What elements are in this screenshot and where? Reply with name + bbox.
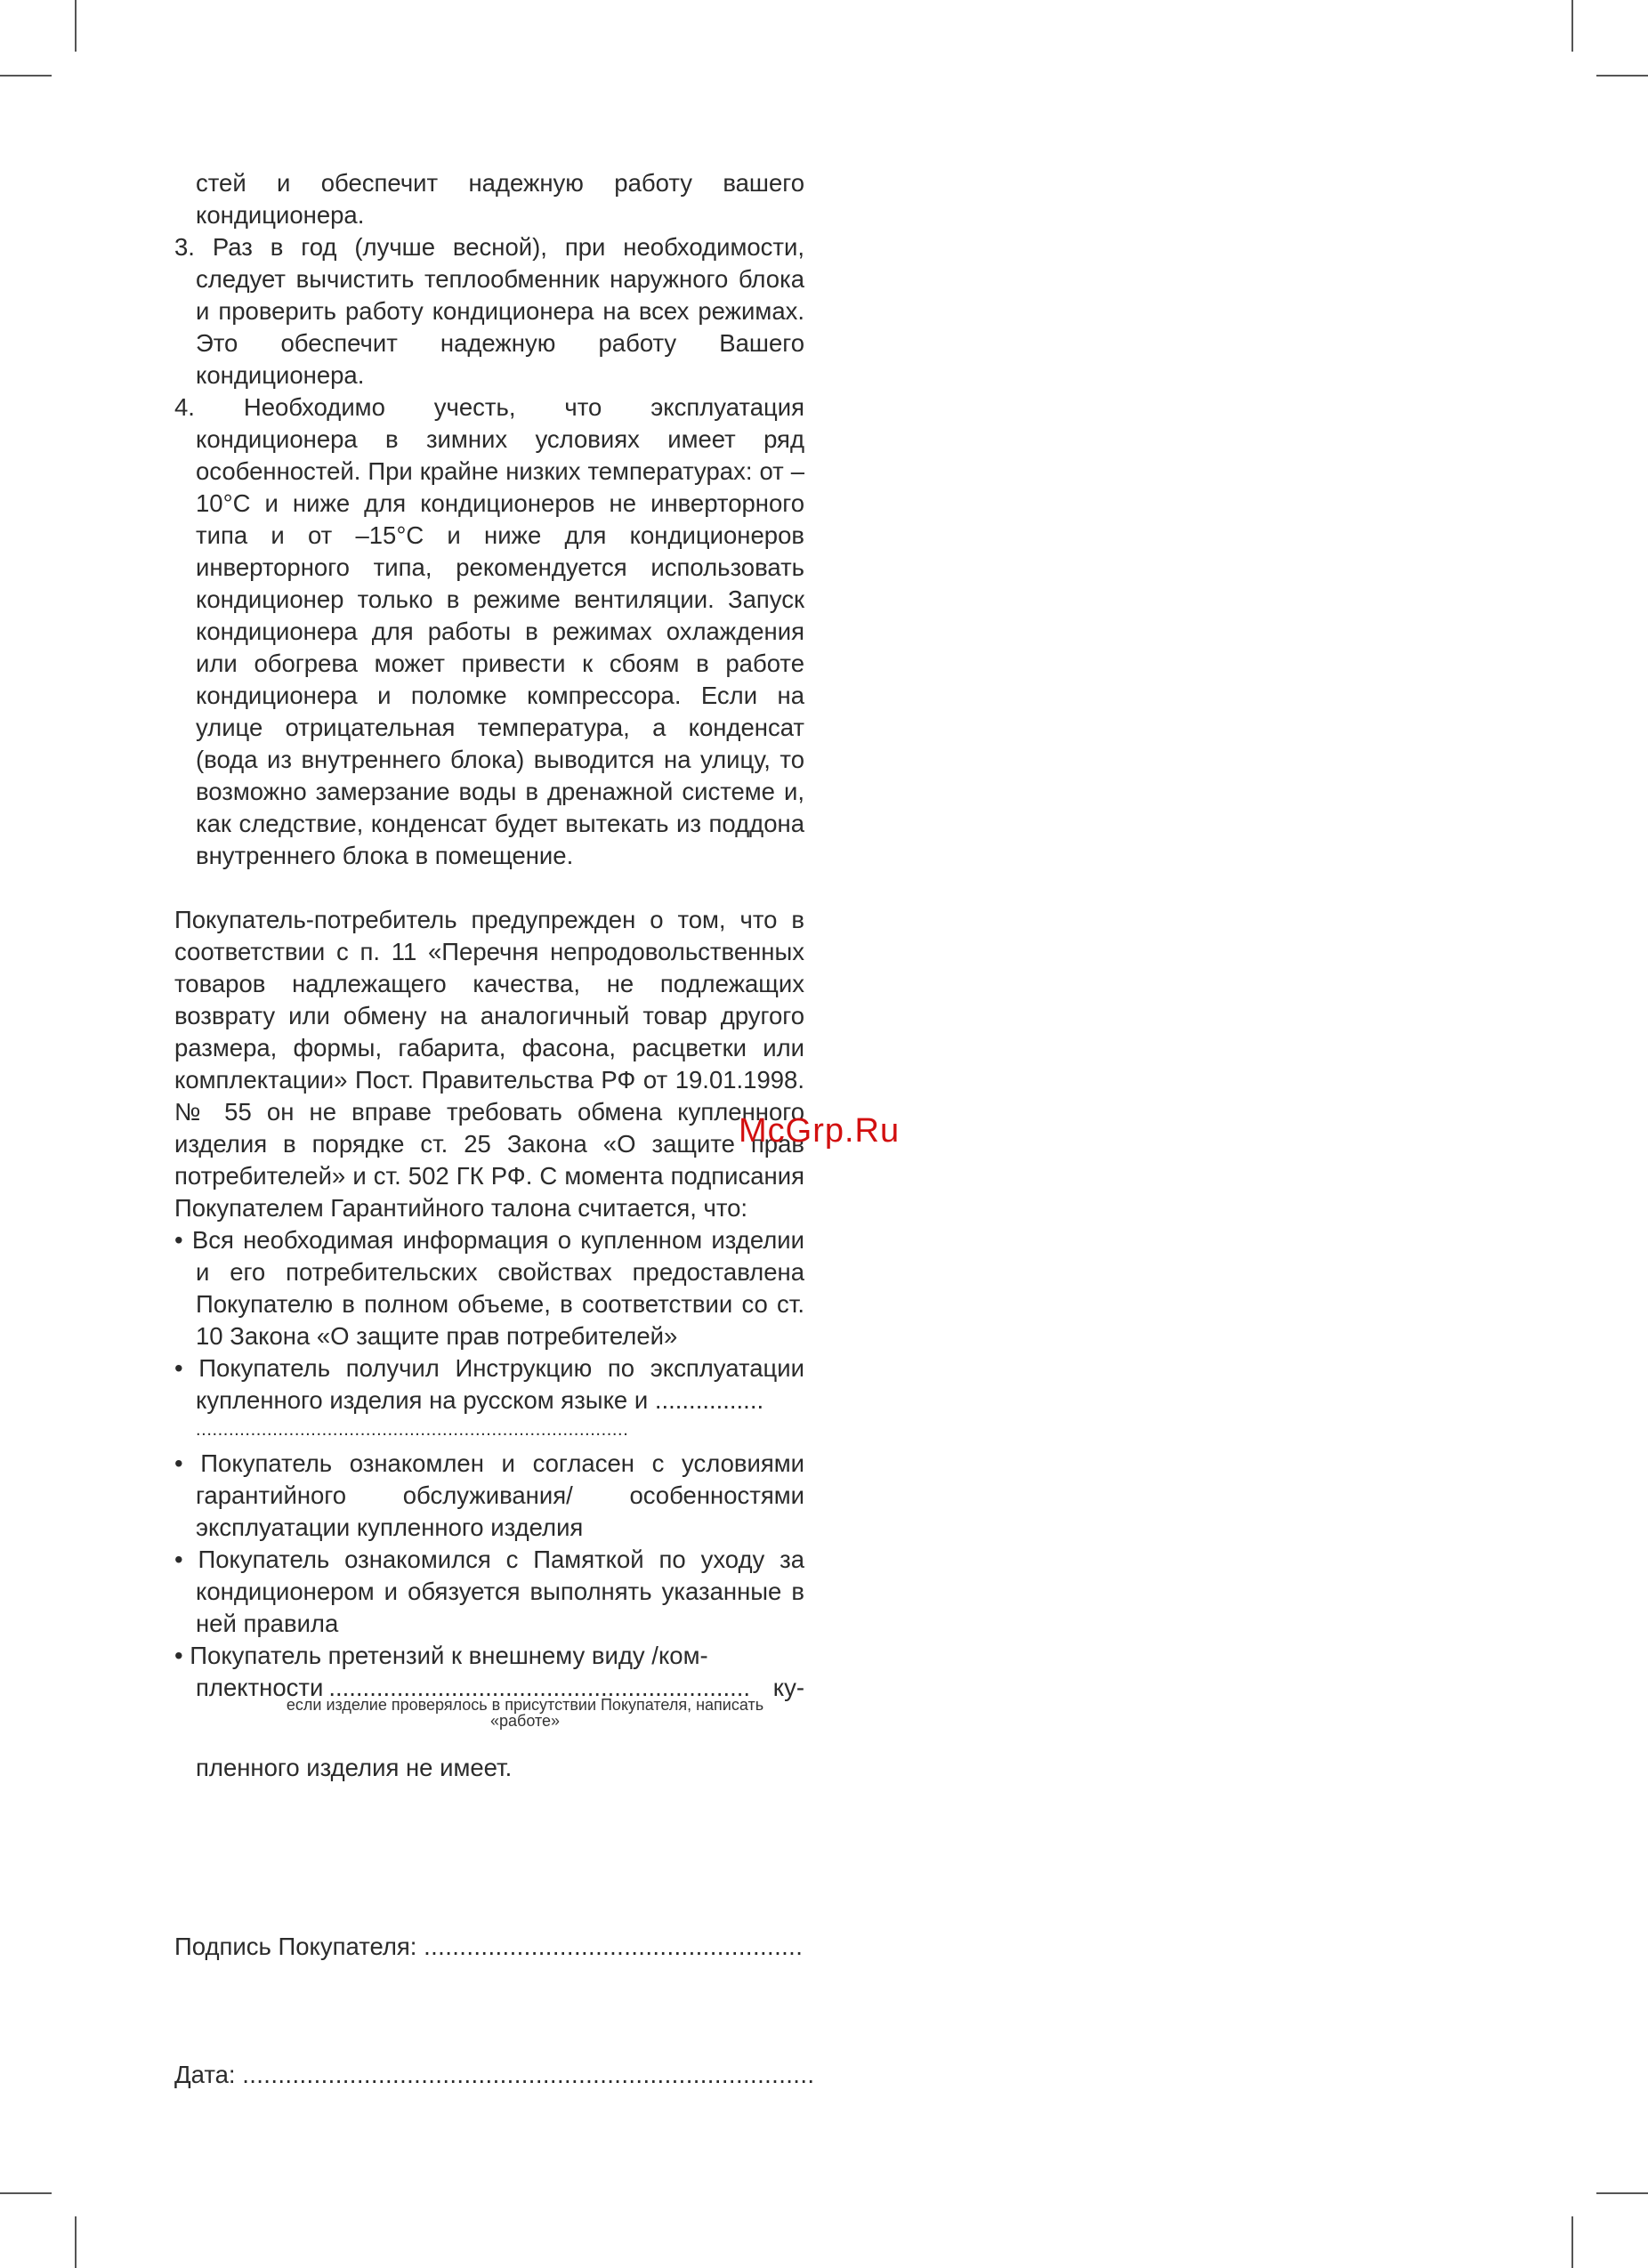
date-label: Дата: [174,2061,236,2088]
crop-mark [75,2216,77,2268]
claims-line-end: ку- [772,1674,804,1701]
paragraph-continuation: стей и обеспечит надежную работу вашего кондиционера. [196,169,804,229]
crop-mark [0,75,52,77]
claims-line-start: плектности [196,1674,324,1701]
claims-fill-dots: .............................................................. [328,1674,751,1701]
date-dots: ................................................................................ [242,2061,815,2088]
signature-dots: ..................................................... [424,1933,804,1960]
bullet-instruction: • Покупатель получил Инструкцию по эксплуатации купленного изделия на русском языке и ................ [174,1354,804,1414]
signature-label: Подпись Покупателя: [174,1933,417,1960]
crop-mark [1571,2216,1573,2268]
consumer-notice: Покупатель-потребитель предупрежден о том, что в соответствии с п. 11 «Перечня непродовольственных товаров надлежащего качества, не подлежащих возврату или обмену на аналогичный товар другого размера, формы, габарита, фасона, расцветки или комплектации» Пост. Правительства РФ от 19.01.1998. № 55 он не вправе требовать обмена купленного изделия в порядке ст. 25 Закона «О защите прав потребителей» и ст. 502 ГК РФ. С момента подписания Покупателем Гарантийного талона считается, что: [174,906,804,1222]
claims-tail: пленного изделия не имеет. [196,1754,513,1781]
list-item-3: 3. Раз в год (лучше весной), при необходимости, следует вычистить теплообменник наружного блока и проверить работу кондиционера на всех режимах. Это обеспечит надежную работу Вашего кондиционера. [174,233,804,389]
crop-mark [1596,2192,1648,2194]
claims-footnote: если изделие проверялось в присутствии Покупателя, написать «работе» [286,1696,764,1730]
fill-in-line: ............................................................................... [196,1420,629,1440]
bullet-memo: • Покупатель ознакомился с Памяткой по уходу за кондиционером и обязуется выполнять указанные в ней правила [174,1546,804,1637]
crop-mark [0,2192,52,2194]
bullet-info: • Вся необходимая информация о купленном изделии и его потребительских свойствах предоставлена Покупателю в полном объеме, в соответствии со ст. 10 Закона «О защите прав потребителей» [174,1226,804,1350]
list-item-4: 4. Необходимо учесть, что эксплуатация кондиционера в зимних условиях имеет ряд особенностей. При крайне низких температурах: от –10°С и ниже для кондиционеров не инверторного типа и от –15°С и ниже для кондиционеров инверторного типа, рекомендуется использовать кондиционер только в режиме вентиляции. Запуск кондиционера для работы в режимах охлаждения или обогрева может привести к сбоям в работе кондиционера и поломке компрессора. Если на улице отрицательная температура, а конденсат (вода из внутреннего блока) выводится на улицу, то возможно замерзание воды в дренажной системе и, как следствие, конденсат будет вытекать из поддона внутреннего блока в помещение. [174,393,804,869]
crop-mark [75,0,77,52]
watermark-text: McGrp.Ru [739,1112,901,1150]
date-line [174,2059,814,2091]
crop-mark [1596,75,1648,77]
bullet-claims: • Покупатель претензий к внешнему виду /ком- [174,1642,708,1669]
bullet-warranty: • Покупатель ознакомлен и согласен с условиями гарантийного обслуживания/ особенностями эксплуатации купленного изделия [174,1449,804,1541]
text-column [174,167,804,1784]
signature-line [174,1931,803,1963]
crop-mark [1571,0,1573,52]
